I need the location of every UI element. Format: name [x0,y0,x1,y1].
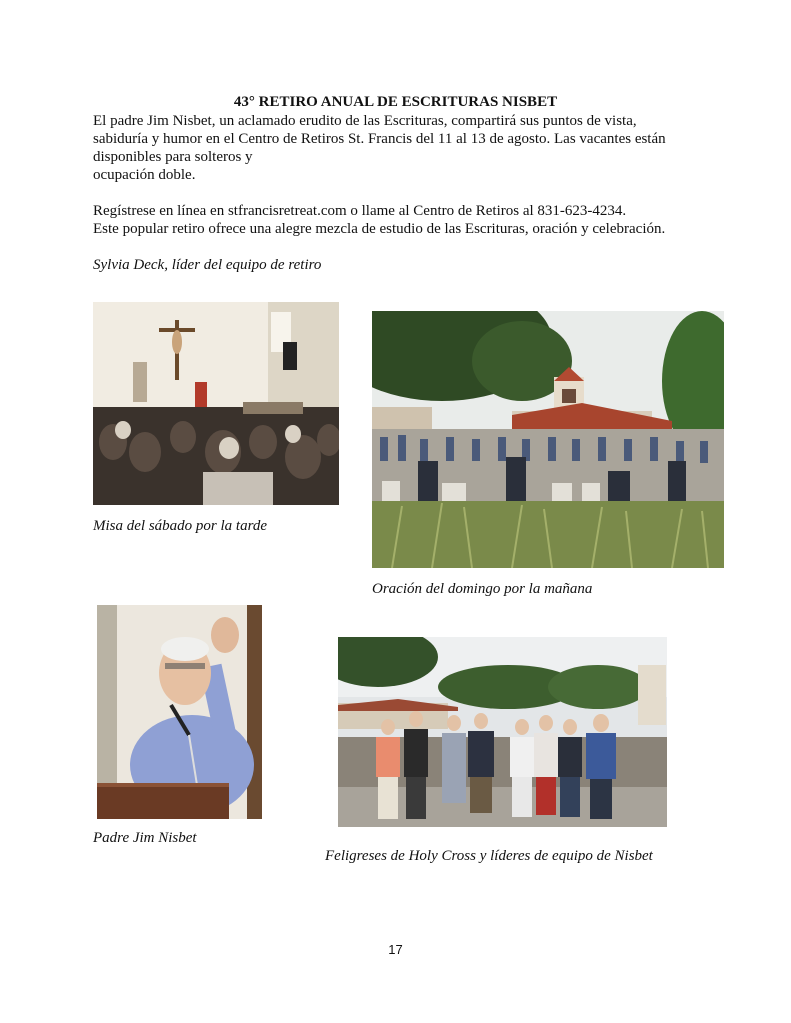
article-paragraph-1 [93,112,703,184]
article-signature: Sylvia Deck, líder del equipo de retiro [93,257,322,273]
mass-photo [93,302,339,505]
article-paragraph-2 [93,202,703,238]
prayer-photo-caption: Oración del domingo por la mañana [372,581,593,597]
article-title: 43° RETIRO ANUAL DE ESCRITURAS NISBET [233,94,558,110]
prayer-photo [372,311,724,568]
page-number: 17 [388,942,403,957]
mass-photo-caption: Misa del sábado por la tarde [93,518,268,534]
paragraph-line: Regístrese en línea en stfrancisretreat.com o llame al Centro de Retiros al 831-623-4234. [93,203,627,219]
priest-photo [97,605,262,819]
paragraph-line: disponibles para solteros y [93,149,253,165]
group-photo [338,637,667,827]
paragraph-line: El padre Jim Nisbet, un aclamado erudito de las Escrituras, compartirá sus puntos de vista, [93,113,637,129]
paragraph-line: sabiduría y humor en el Centro de Retiros St. Francis del 11 al 13 de agosto. Las vacantes están [93,131,666,147]
chapel-mass-image [93,302,339,505]
priest-at-podium-image [97,605,262,819]
group-of-parishioners-image [338,637,667,827]
paragraph-line: Este popular retiro ofrece una alegre mezcla de estudio de las Escrituras, oración y celebración. [93,221,666,237]
paragraph-line: ocupación doble. [93,167,196,183]
outdoor-prayer-image [372,311,724,568]
priest-photo-caption: Padre Jim Nisbet [93,830,197,846]
group-photo-caption: Feligreses de Holy Cross y líderes de equipo de Nisbet [325,848,653,864]
